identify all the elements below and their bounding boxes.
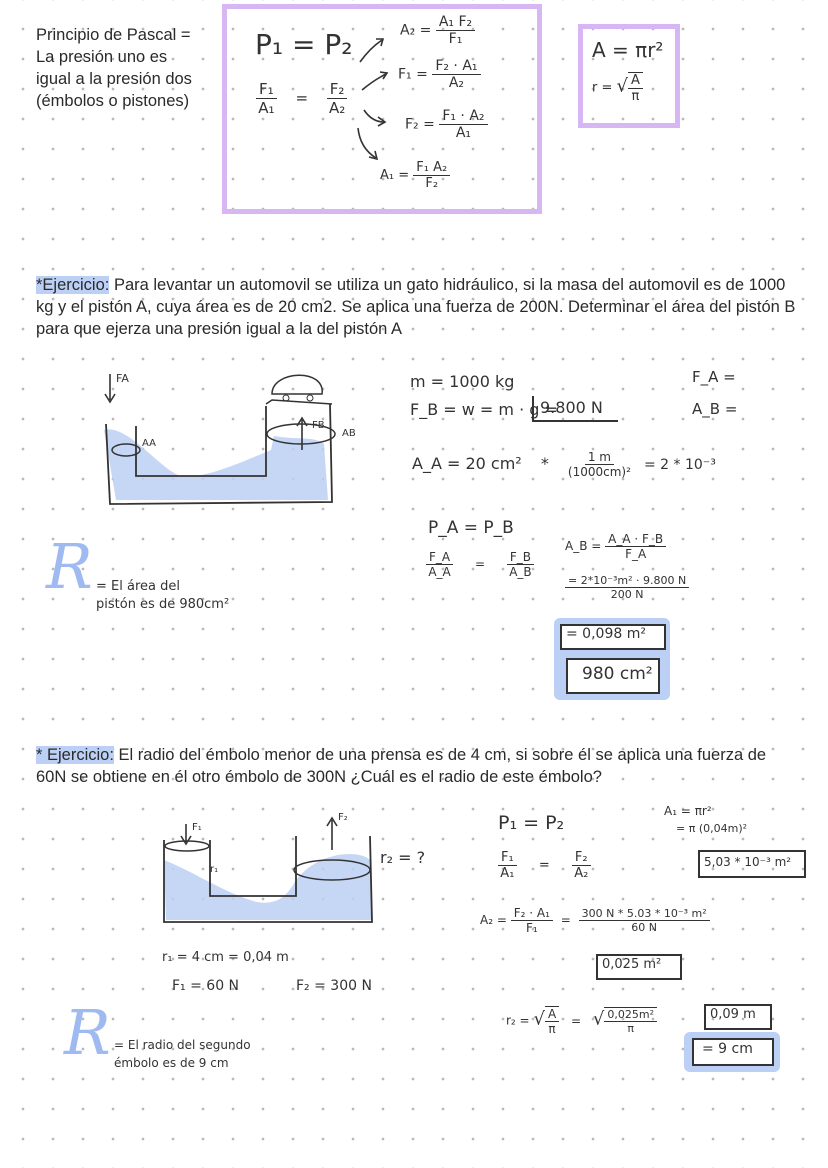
radius-lhs: r = — [592, 80, 613, 96]
ex2-a2-sub-den: 60 N — [631, 921, 658, 934]
ratio-f1: F₁ — [256, 80, 277, 99]
ex2-final-result: = 9 cm — [702, 1041, 753, 1057]
ex1-result1: = 0,098 m² — [566, 626, 646, 642]
formula-f1-num: F₂ · A₁ — [432, 58, 480, 75]
ex2-answer-line-1: = El radio del segundo — [114, 1038, 251, 1052]
ex2-a2-num: F₂ · A₁ — [511, 906, 553, 921]
formula-f2 — [405, 108, 488, 141]
ex1-conv-result: = 2 * 10⁻³ — [644, 457, 716, 473]
pascal-definition — [36, 24, 192, 112]
ex2-answer — [114, 1036, 251, 1072]
ex2-a1-eq2: = π (0,04m)² — [676, 822, 748, 835]
ex2-ratio: $\frac{\text{F₁}}{\text{A₁}}$ = $\frac{\text{F₂}}{\text{A₂}}$ — [498, 850, 591, 881]
pascal-title: Principio de Pascal = — [36, 26, 191, 44]
ex2-a1-eq1: A₁ = πr² — [664, 804, 712, 818]
ex1-ab-num: A_A · F_B — [605, 532, 666, 547]
formula-f1-lhs: F₁ = — [398, 66, 428, 83]
ex1-ab-formula — [565, 532, 666, 561]
ex2-ratio-a1: A₁ — [500, 866, 515, 881]
ex2-r2-lhs: r₂ = — [506, 1013, 530, 1028]
formula-f1 — [398, 58, 481, 91]
area-formula: A = πr² — [592, 38, 664, 62]
ex1-answer-line-1: = El área del — [96, 579, 180, 594]
radius-num: A — [628, 73, 643, 89]
ex1-answer-line-2: pistón es de 980cm² — [96, 597, 230, 612]
ratio-a2: A₂ — [328, 99, 346, 117]
ex1-conv-den: (1000cm)² — [567, 465, 631, 479]
label-r1: r₁ — [210, 864, 219, 875]
ex1-ab-blank: A_B = — [692, 400, 738, 418]
ex2-a2-lhs: A₂ = — [480, 913, 507, 927]
formula-a2-den: F₁ — [448, 31, 463, 47]
ex1-substitution — [565, 574, 689, 601]
pascal-line-1: La presión uno es — [36, 48, 168, 66]
formula-f1-den: A₂ — [448, 75, 465, 91]
exercise-2-statement — [36, 744, 796, 788]
ex1-ratio-fa: F_A — [426, 550, 453, 565]
ex1-sub-num: = 2*10⁻³m² · 9.800 N — [565, 574, 689, 588]
ex1-pressure-eq: P_A = P_B — [428, 518, 514, 538]
formula-f2-num: F₁ · A₂ — [439, 108, 487, 125]
pressure-equality: P₁ = P₂ — [255, 28, 353, 61]
ex2-ratio-a2: A₂ — [574, 866, 589, 881]
formula-a1 — [380, 160, 450, 191]
radius-den: π — [631, 89, 640, 104]
ex2-r2-formula: r₂ = √ $\frac{A}{\pi}$ = √ $\frac{\text{0,025m²}}{\pi}$ — [506, 1006, 657, 1036]
exercise-2-text: El radio del émbolo menor de una prensa es de 4 cm, si sobre él se aplica una fuerza de 60N se obtiene en él otro émbolo de 300N ¿Cuál es el radio de este émbolo? — [36, 746, 767, 786]
ex1-fb-result: 9.800 N — [540, 398, 603, 417]
label-fb: FB — [312, 420, 325, 431]
ex1-aa-lhs: A_A = 20 cm² — [412, 454, 522, 473]
ex2-a2-den: F₁ — [525, 921, 538, 935]
radius-formula: r = √ $\frac{A}{\pi}$ — [592, 72, 643, 104]
exercise-1-label: *Ejercicio: — [36, 276, 110, 294]
ex1-ratio: $\frac{F\_A}{A\_A}$ = $\frac{F\_B}{A\_B}$ — [426, 550, 534, 579]
label-f1: F₁ — [192, 822, 202, 833]
ratio-a1: A₁ — [258, 99, 275, 117]
ex1-answer — [96, 578, 229, 614]
ex2-a2-sub-num: 300 N * 5.03 * 10⁻³ m² — [579, 907, 710, 921]
ex2-a2-formula: A₂ = $\frac{\text{F₂ · A₁}}{\text{F₁}}$ = $\frac{\text{300 N * 5.03 * 10⁻³ m²}}{60 N}$ — [480, 906, 710, 935]
label-ab: AB — [342, 428, 356, 439]
ex2-r1-value: r₁ = 4 cm = 0,04 m — [162, 950, 289, 965]
formula-a1-den: F₂ — [425, 176, 439, 191]
answer-r-mark-1: R — [46, 530, 93, 603]
ex2-f2-value: F₂ = 300 N — [296, 978, 372, 994]
formula-a2-lhs: A₂ = — [400, 22, 432, 39]
ex1-area-conversion: A_A = 20 cm² * $\frac{1 m}{\text{(1000cm)²}}$ = 2 * 10⁻³ — [412, 450, 716, 479]
ex2-a1-result: 5,03 * 10⁻³ m² — [704, 855, 792, 869]
ex2-r2-num: A — [545, 1007, 559, 1022]
ex2-r2-sub-den: π — [627, 1022, 634, 1035]
answer-r-mark-2: R — [64, 996, 111, 1069]
pascal-line-2: igual a la presión dos — [36, 70, 192, 88]
formula-f2-den: A₁ — [455, 125, 472, 141]
pascal-line-3: (émbolos o pistones) — [36, 92, 190, 110]
exercise-1-text: Para levantar un automovil se utiliza un gato hidráulico, si la masa del automovil es de 1000 kg y el pistón A, cuya área es de 20 cm2. Se aplica una fuerza de 200N. Determinar el área del pistón B para que ejerza una presión igual a la del pistón A — [36, 276, 796, 338]
formula-a2 — [400, 14, 475, 47]
ex1-ratio-ab: A_B — [509, 565, 532, 579]
ex1-ab-lhs: A_B = — [565, 539, 602, 553]
exercise-2-label: * Ejercicio: — [36, 746, 114, 764]
formula-a1-num: F₁ A₂ — [413, 160, 450, 176]
ex2-f1-value: F₁ = 60 N — [172, 978, 240, 994]
formula-a1-lhs: A₁ = — [380, 168, 410, 183]
derivation-arrows — [352, 30, 422, 180]
formula-f2-lhs: F₂ = — [405, 116, 435, 133]
ex1-ratio-aa: A_A — [428, 565, 451, 579]
hydraulic-jack-diagram — [96, 364, 356, 524]
ex1-fa-blank: F_A = — [692, 368, 736, 386]
ex2-r2-den: π — [548, 1022, 556, 1036]
ex1-ratio-fb: F_B — [507, 550, 534, 565]
ratio-f2: F₂ — [327, 80, 348, 99]
label-aa: AA — [142, 438, 156, 449]
ex1-conv-num: 1 m — [585, 450, 614, 465]
formula-a2-num: A₁ F₂ — [436, 14, 475, 31]
ex2-pressure-eq: P₁ = P₂ — [498, 812, 565, 834]
label-f2: F₂ — [338, 812, 348, 823]
ex2-a2-result: 0,025 m² — [602, 957, 662, 972]
ex1-mass: m = 1000 kg — [410, 372, 515, 391]
ex1-sub-den: 200 N — [610, 588, 644, 601]
ex2-ratio-f1: F₁ — [498, 850, 517, 866]
exercise-1-statement — [36, 274, 796, 340]
ex2-r2-sub-num: 0,025m² — [604, 1008, 657, 1022]
label-r2-question: r₂ = ? — [380, 848, 426, 867]
label-fa: FA — [116, 372, 129, 385]
ex1-result2: 980 cm² — [582, 664, 653, 684]
ex2-ratio-f2: F₂ — [572, 850, 591, 866]
ex1-fb-equation: F_B = w = m · g = — [410, 400, 558, 419]
pressure-ratio: $\frac{\text{F₁}}{\text{A₁}}$ = $\frac{\text{F₂}}{\text{A₂}}$ — [256, 80, 347, 117]
ex1-ab-den: F_A — [625, 547, 647, 561]
ex2-answer-line-2: émbolo es de 9 cm — [114, 1056, 229, 1070]
hydraulic-press-diagram — [160, 820, 400, 930]
ex2-r2-result: 0,09 m — [710, 1007, 756, 1022]
